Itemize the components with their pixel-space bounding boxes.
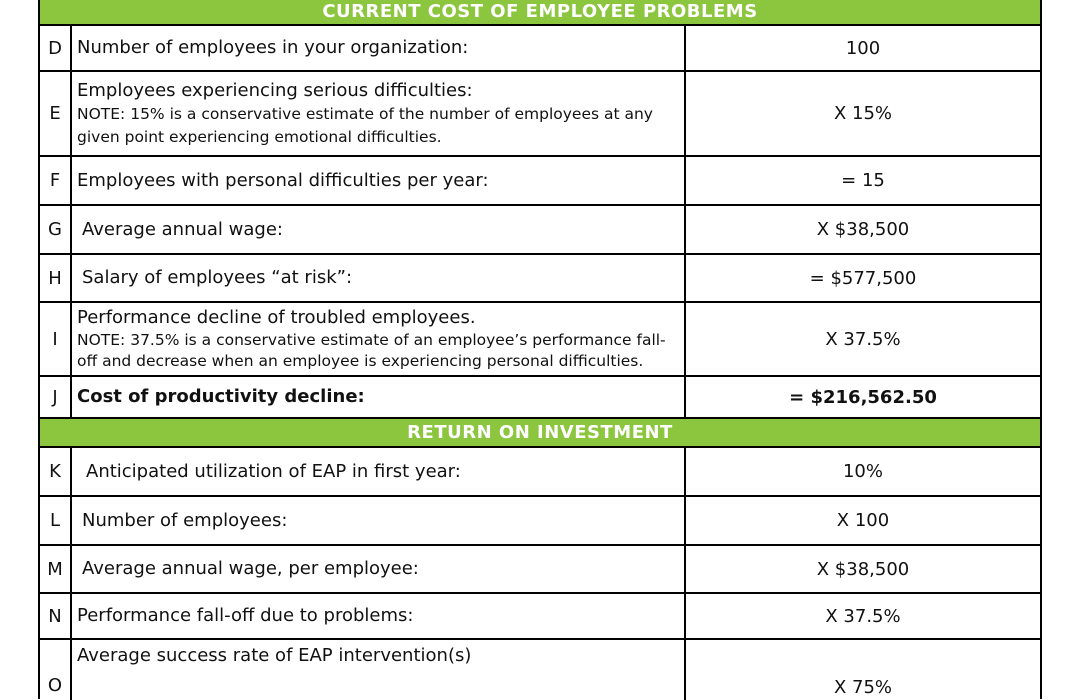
row-letter: O xyxy=(40,640,72,700)
row-description xyxy=(72,255,686,301)
row-description xyxy=(72,497,686,544)
table-row-m xyxy=(40,546,1040,594)
table-row-d xyxy=(40,26,1040,72)
row-note-line-2: given point experiencing emotional difficulties. xyxy=(77,127,442,146)
row-description xyxy=(72,594,686,638)
row-letter: G xyxy=(40,206,72,253)
row-description xyxy=(72,640,686,700)
row-letter: D xyxy=(40,26,72,70)
row-label: Employees experiencing serious difficulties: xyxy=(77,79,473,101)
row-label: Average annual wage, per employee: xyxy=(82,558,419,579)
table-row-h xyxy=(40,255,1040,303)
table-row-l xyxy=(40,497,1040,546)
row-value: = $577,500 xyxy=(809,267,917,289)
row-value: 100 xyxy=(845,37,881,59)
row-value: X 37.5% xyxy=(825,328,901,350)
table-row-f xyxy=(40,157,1040,206)
row-value: X $38,500 xyxy=(816,219,910,240)
roi-worksheet xyxy=(38,0,1042,699)
section-header-roi: RETURN ON INVESTMENT xyxy=(40,419,1040,448)
row-note-line-1: NOTE: 37.5% is a conservative estimate of an employee’s performance fall- xyxy=(77,331,666,349)
table-row-o xyxy=(40,640,1040,700)
table-row-g xyxy=(40,206,1040,255)
row-label: Anticipated utilization of EAP in first year: xyxy=(86,460,461,482)
row-description xyxy=(72,72,686,155)
row-description xyxy=(72,546,686,592)
row-label: Average annual wage: xyxy=(82,218,283,240)
row-label: Number of employees: xyxy=(82,509,288,531)
row-label: Average success rate of EAP intervention(s) xyxy=(77,645,472,666)
row-letter: J xyxy=(40,377,72,417)
table-row-i xyxy=(40,303,1040,377)
row-value: X 15% xyxy=(833,103,893,124)
row-value: X 75% xyxy=(833,677,893,698)
row-letter: E xyxy=(40,72,72,155)
row-description xyxy=(72,448,686,495)
row-letter: F xyxy=(40,157,72,204)
row-value: 10% xyxy=(842,461,883,482)
row-label: Cost of productivity decline: xyxy=(77,386,365,407)
row-label: Performance fall-off due to problems: xyxy=(77,605,414,626)
row-description xyxy=(72,26,686,70)
row-note-line-2: off and decrease when an employee is experiencing personal difficulties. xyxy=(77,352,644,370)
row-letter: M xyxy=(40,546,72,592)
table-row-j xyxy=(40,377,1040,419)
table-row-k xyxy=(40,448,1040,497)
section-header-current-cost: CURRENT COST OF EMPLOYEE PROBLEMS xyxy=(40,0,1040,26)
row-letter: H xyxy=(40,255,72,301)
row-label: Number of employees in your organization: xyxy=(77,37,469,58)
row-value: X 37.5% xyxy=(825,605,901,627)
row-letter: L xyxy=(40,497,72,544)
row-description xyxy=(72,377,686,417)
row-letter: N xyxy=(40,594,72,638)
row-description xyxy=(72,157,686,204)
row-label: Performance decline of troubled employees. xyxy=(77,307,476,328)
row-note-line-1: NOTE: 15% is a conservative estimate of the number of employees at any xyxy=(77,104,653,123)
row-letter: K xyxy=(40,448,72,495)
row-label: Employees with personal difficulties per year: xyxy=(77,169,489,191)
row-value: = 15 xyxy=(841,170,885,191)
row-letter: I xyxy=(40,303,72,375)
row-value: X 100 xyxy=(836,510,890,531)
row-label: Salary of employees “at risk”: xyxy=(82,267,353,288)
row-description xyxy=(72,206,686,253)
table-row-n xyxy=(40,594,1040,640)
row-value: = $216,562.50 xyxy=(789,386,937,408)
row-description xyxy=(72,303,686,375)
row-value: X $38,500 xyxy=(816,558,910,580)
table-row-e xyxy=(40,72,1040,157)
